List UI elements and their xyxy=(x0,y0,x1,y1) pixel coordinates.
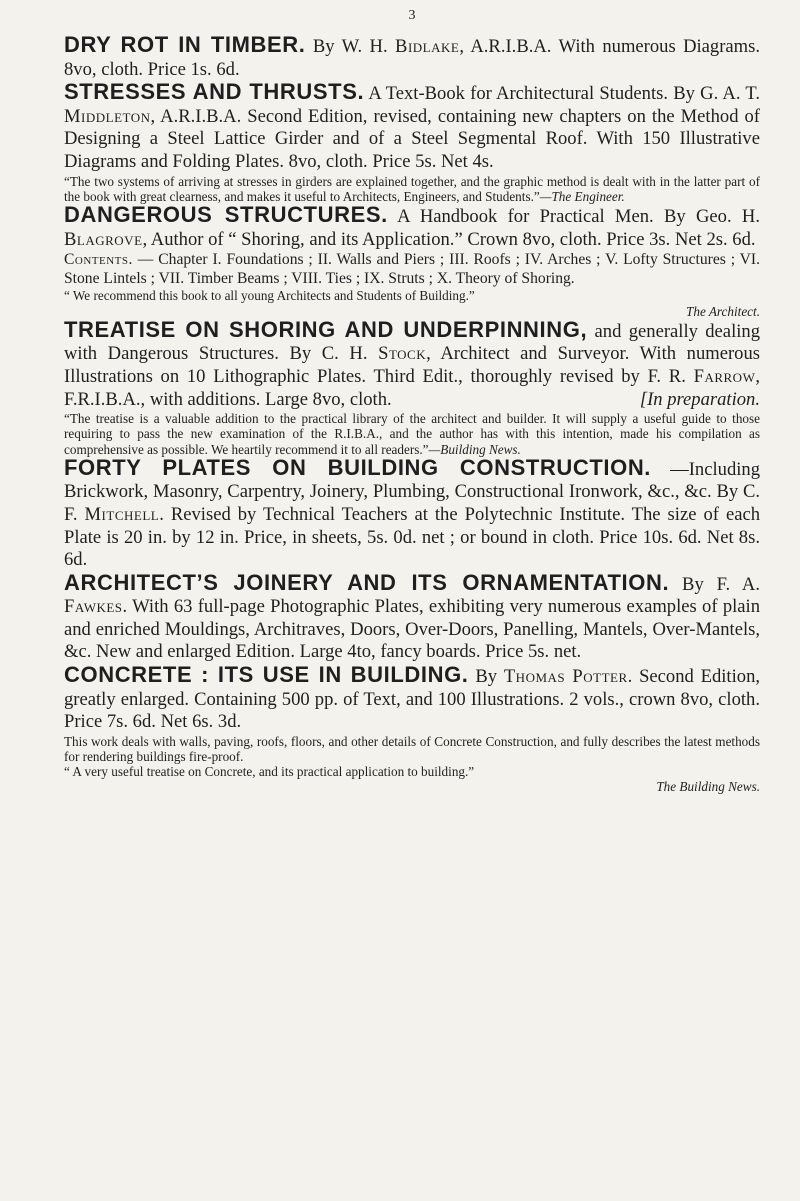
contents-list xyxy=(64,251,760,288)
quote-text: “ A very useful treatise on Concrete, and its practical application to building.” xyxy=(64,764,475,780)
entry-forty-plates xyxy=(64,454,761,572)
author-suffix: . Revised by Technical Teachers at the Polytechnic Institute. The size of each Plate is 20 in. by 12 in. Price, in sheets, 5s. 0d. net ; or bound in cloth. Price 10s. 6d. Net 8s. 6d. xyxy=(64,503,761,571)
second-author-name: Farrow xyxy=(693,365,756,387)
author-name: Bidlake xyxy=(395,36,460,57)
entry-dangerous-structures xyxy=(64,201,760,319)
quote-source: —Building News. xyxy=(428,441,521,457)
entry-text xyxy=(64,569,760,664)
description-middle: , Architect and Surveyor. With numerous Illustrations on 10 Lithographic Plates. Third Edit., thoroughly revised by F. R. xyxy=(64,343,760,387)
author-suffix: , F.R.I.B.A., with additions. Large 8vo, cloth. xyxy=(64,365,760,410)
quote-text: “ We recommend this book to all young Architects and Students of Building.” xyxy=(64,288,475,304)
intro: By xyxy=(475,666,498,688)
by-line: By W. H. xyxy=(312,36,388,57)
review-quote xyxy=(64,288,760,303)
author-name: Fawkes xyxy=(64,596,123,618)
contents-text: — Chapter I. Foundations ; II. Walls and Piers ; III. Roofs ; IV. Arches ; V. Lofty Structures ; VI. Stone Lintels ; VII. Timber Beams ; VIII. Ties ; IX. Struts ; X. Theory of Shoring. xyxy=(64,251,760,287)
author-name: Thomas Potter xyxy=(503,666,628,688)
book-title: ARCHITECT’S JOINERY AND ITS ORNAMENTATION. xyxy=(64,569,670,595)
book-title: FORTY PLATES ON BUILDING CONSTRUCTION. xyxy=(64,454,652,480)
author-name: Blagrove xyxy=(64,228,143,250)
author-name: Middleton xyxy=(64,105,151,127)
entry-architects-joinery xyxy=(64,569,760,664)
intro: By F. A. xyxy=(682,573,760,595)
entry-text xyxy=(64,34,760,81)
author-suffix: , A.R.I.B.A. xyxy=(459,36,552,57)
review-quote xyxy=(64,174,760,204)
quote-source: The Architect. xyxy=(686,303,760,319)
book-title: DANGEROUS STRUCTURES. xyxy=(64,201,388,227)
intro: —Including Brickwork, Masonry, Carpentry, Joinery, Plumbing, Constructional Ironwork, &c., &c. By C. F. xyxy=(64,458,760,525)
entry-text xyxy=(64,664,760,734)
description-note xyxy=(64,734,760,764)
author-name: Stock xyxy=(378,343,427,365)
quote-source: The Building News. xyxy=(656,779,760,795)
entry-stresses-and-thrusts xyxy=(64,81,760,204)
entry-shoring-and-underpinning xyxy=(64,316,760,457)
quote-text: “The two systems of arriving at stresses in girders are explained together, and the graphic method is dealt with in the latter part of the book with great clearness, and makes it useful to Architects, Engineers, and Students.” xyxy=(64,173,760,204)
entry-text xyxy=(64,454,761,572)
review-quote xyxy=(64,764,760,779)
book-title: DRY ROT IN TIMBER. xyxy=(64,32,306,57)
note-text: This work deals with walls, paving, roofs, floors, and other details of Concrete Construction, and fully describes the latest methods for rendering buildings fire-proof. xyxy=(64,733,760,765)
contents-label: Contents. xyxy=(64,251,133,269)
review-quote xyxy=(64,411,760,457)
entry-text xyxy=(64,81,760,173)
entry-dry-rot xyxy=(64,34,760,81)
intro: and generally dealing with Dangerous Structures. By C. H. xyxy=(64,320,760,365)
author-name: Mitchell xyxy=(84,503,160,525)
author-suffix: . With 63 full-page Photographic Plates, exhibiting very numerous examples of plain and enriched Mouldings, Architraves, Doors, Over-Doors, Panelling, Mantels, Over-Mantels, &c. New and enlarged Edition. Large 4to, fancy boards. Price 5s. net. xyxy=(64,596,760,663)
book-title: CONCRETE : ITS USE IN BUILDING. xyxy=(64,662,469,688)
entry-text xyxy=(64,201,760,251)
description: With numerous Diagrams. 8vo, cloth. Price 1s. 6d. xyxy=(64,36,761,80)
publication-status: [In preparation. xyxy=(639,388,760,410)
intro: A Text-Book for Architectural Students. By G. A. T. xyxy=(368,83,761,105)
page-number: 3 xyxy=(408,8,416,23)
entry-concrete xyxy=(64,664,760,795)
quote-text: “The treatise is a valuable addition to the practical library of the architect and builder. It will supply a useful guide to those requiring to pass the new examination of the R.I.B.A., and the author has with this intention, made his compilation as comprehensive as possible. We heartily recommend it to all readers.” xyxy=(64,411,760,457)
book-title: TREATISE ON SHORING AND UNDERPINNING, xyxy=(64,316,588,342)
author-suffix: . Second Edition, greatly enlarged. Containing 500 pp. of Text, and 100 Illustrations. 2 vols., crown 8vo, cloth. Price 7s. 6d. Net 6s. 3d. xyxy=(64,666,761,733)
author-suffix: , Author of “ Shoring, and its Application.” Crown 8vo, cloth. Price 3s. Net 2s. 6d. xyxy=(142,228,756,250)
quote-source-line xyxy=(64,779,760,794)
intro: A Handbook for Practical Men. By Geo. H. xyxy=(397,205,760,227)
quote-source: —The Engineer. xyxy=(539,188,625,204)
book-title: STRESSES AND THRUSTS. xyxy=(64,79,365,105)
author-suffix: , A.R.I.B.A. Second Edition, revised, containing new chapters on the Method of Designing a Steel Lattice Girder and of a Steel Segmental Roof. With 150 Illustrative Diagrams and Folding Plates. 8vo, cloth. Price 5s. Net 4s. xyxy=(64,105,760,172)
entry-text xyxy=(64,316,760,411)
